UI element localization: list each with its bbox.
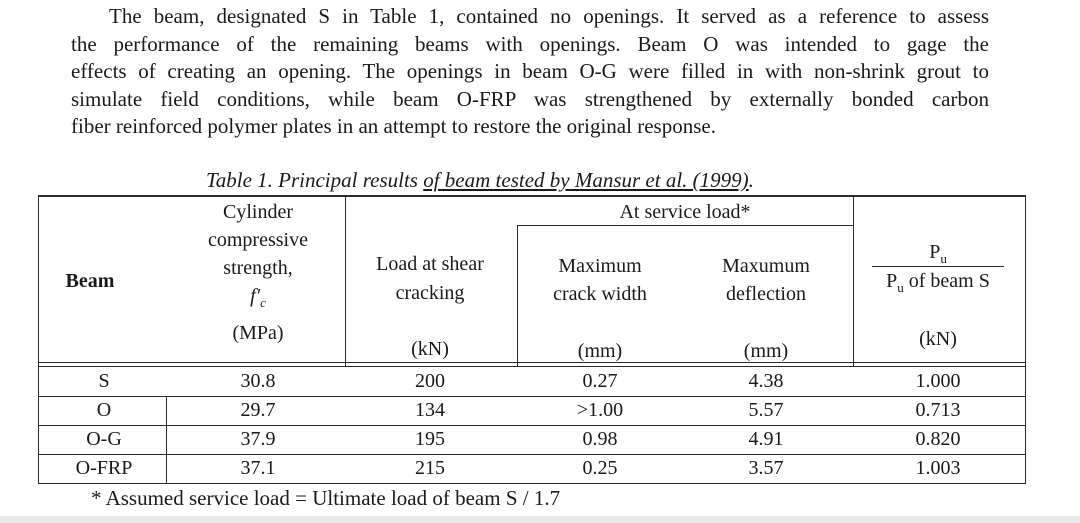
cell-beam: S <box>98 370 110 392</box>
header-defl-line: Maxumum <box>722 255 810 277</box>
paragraph-line: the performance of the remaining beams with openings. Beam O was intended to gage the <box>71 31 989 56</box>
cell-ratio: 1.000 <box>915 370 961 392</box>
cell-ratio: 0.713 <box>915 399 961 421</box>
cell-strength: 37.9 <box>240 428 276 450</box>
cell-beam: O-FRP <box>75 457 133 479</box>
paragraph-line: The beam, designated S in Table 1, contained no openings. It served as a reference to assess <box>109 4 989 28</box>
cell-crack: 0.98 <box>582 428 618 450</box>
header-cylinder-unit: (MPa) <box>232 322 284 344</box>
column-divider <box>517 225 518 366</box>
column-divider <box>853 195 854 366</box>
header-pu-unit: (kN) <box>919 328 957 350</box>
header-load-line: Load at shear <box>376 253 484 275</box>
pu-den-sub: u <box>897 280 904 295</box>
cell-strength: 37.1 <box>240 457 276 479</box>
header-load-unit: (kN) <box>411 338 449 360</box>
table-left-border <box>38 195 39 484</box>
cell-strength: 29.7 <box>240 399 276 421</box>
paragraph-line: fiber reinforced polymer plates in an attempt to restore the original response. <box>71 114 716 138</box>
header-group-service: At service load* <box>619 201 751 223</box>
header-cylinder-line: compressive <box>208 229 308 251</box>
pu-fraction-bar <box>872 266 1004 267</box>
table-bottom-border <box>38 483 1026 484</box>
header-crack-unit: (mm) <box>577 340 623 362</box>
cell-ratio: 0.820 <box>915 428 961 450</box>
fc-letter: f <box>250 285 256 307</box>
pu-num-letter: P <box>929 241 941 263</box>
cell-beam: O <box>96 399 112 421</box>
cell-deflection: 5.57 <box>748 399 784 421</box>
group-header-rule <box>517 225 853 226</box>
header-load-line: cracking <box>395 282 465 304</box>
caption-suffix: . <box>748 168 754 192</box>
cell-crack: 0.25 <box>582 457 618 479</box>
header-defl-unit: (mm) <box>743 340 789 362</box>
fc-subscript: c <box>260 295 266 310</box>
header-defl-line: deflection <box>726 283 806 305</box>
paragraph-line: effects of creating an opening. The openings in beam O-G were filled in with non-shrink grout to <box>71 59 989 83</box>
cell-crack: >1.00 <box>576 399 624 421</box>
cell-load: 195 <box>415 428 445 450</box>
cell-deflection: 3.57 <box>748 457 784 479</box>
pu-den-letter: P <box>886 270 898 292</box>
intro-paragraph <box>71 3 989 141</box>
header-cylinder-line: strength, <box>223 257 293 279</box>
caption-underlined: of beam tested by Mansur et al. (1999) <box>423 168 749 192</box>
cell-deflection: 4.38 <box>748 370 784 392</box>
table-top-border <box>38 195 1026 197</box>
caption-prefix: Table 1. Principal results <box>206 168 424 192</box>
cell-load: 215 <box>415 457 445 479</box>
header-pu-denominator <box>858 268 1018 301</box>
cell-beam: O-G <box>86 428 122 450</box>
pu-num-sub: u <box>940 251 947 266</box>
cell-ratio: 1.003 <box>915 457 961 479</box>
cell-crack: 0.27 <box>582 370 618 392</box>
column-divider <box>345 195 346 366</box>
header-crack-line: crack width <box>553 283 647 305</box>
table-right-border <box>1025 195 1026 484</box>
table-footnote: * Assumed service load = Ultimate load of beam S / 1.7 <box>91 486 561 510</box>
page-bottom-bar <box>0 516 1080 523</box>
paragraph-line: simulate field conditions, while beam O-FRP was strengthened by externally bonded carbon <box>71 86 989 111</box>
pu-den-rest: of beam S <box>903 270 990 292</box>
header-beam: Beam <box>65 270 115 292</box>
cell-strength: 30.8 <box>240 370 276 392</box>
header-crack-line: Maximum <box>558 255 642 277</box>
fc-prime: ′ <box>255 285 261 307</box>
header-fc-symbol <box>178 283 338 316</box>
table-caption <box>206 168 754 192</box>
cell-deflection: 4.91 <box>748 428 784 450</box>
cell-load: 200 <box>415 370 445 392</box>
header-cylinder-line: Cylinder <box>223 201 293 223</box>
header-bottom-rule-2 <box>38 366 1026 367</box>
cell-load: 134 <box>415 399 445 421</box>
